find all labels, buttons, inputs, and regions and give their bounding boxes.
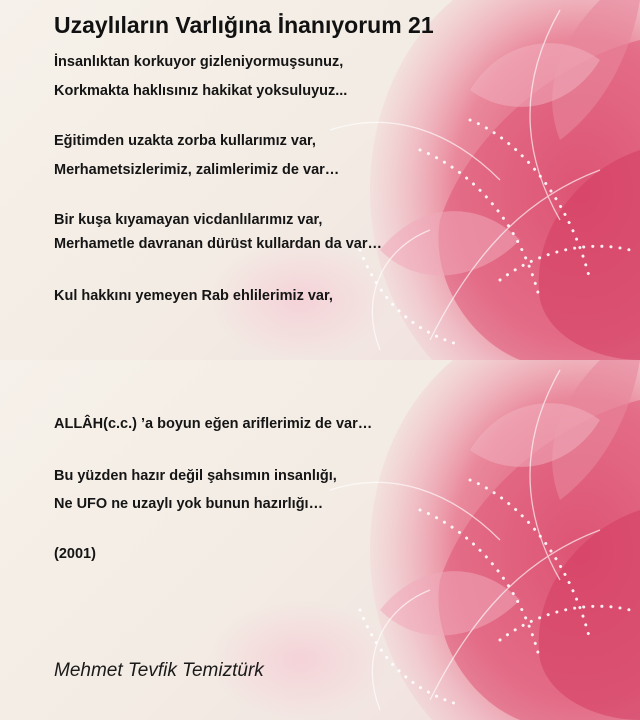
poem-line: ALLÂH(c.c.) ’a boyun eğen ariflerimiz de var… [54, 416, 373, 432]
poem-title: Uzaylıların Varlığına İnanıyorum 21 [54, 12, 434, 38]
poem-line: Merhametle davranan dürüst kullardan da var… [54, 236, 382, 252]
poem-line: Bu yüzden hazır değil şahsımın insanlığı, [54, 468, 337, 484]
poem-line: İnsanlıktan korkuyor gizleniyormuşsunuz, [54, 54, 344, 70]
poem-line: Kul hakkını yemeyen Rab ehlilerimiz var, [54, 288, 333, 304]
poem-panel-bottom [0, 360, 640, 720]
poem-line: Eğitimden uzakta zorba kullarımız var, [54, 133, 316, 149]
poem-author: Mehmet Tevfik Temiztürk [54, 660, 264, 681]
poem-date: (2001) [54, 546, 96, 562]
poem-line: Merhametsizlerimiz, zalimlerimiz de var… [54, 162, 340, 178]
poem-line: Korkmakta haklısınız hakikat yoksuluyuz... [54, 83, 348, 99]
poem-line: Bir kuşa kıyamayan vicdanlılarımız var, [54, 212, 323, 228]
poem-line: Ne UFO ne uzaylı yok bunun hazırlığı… [54, 496, 324, 512]
